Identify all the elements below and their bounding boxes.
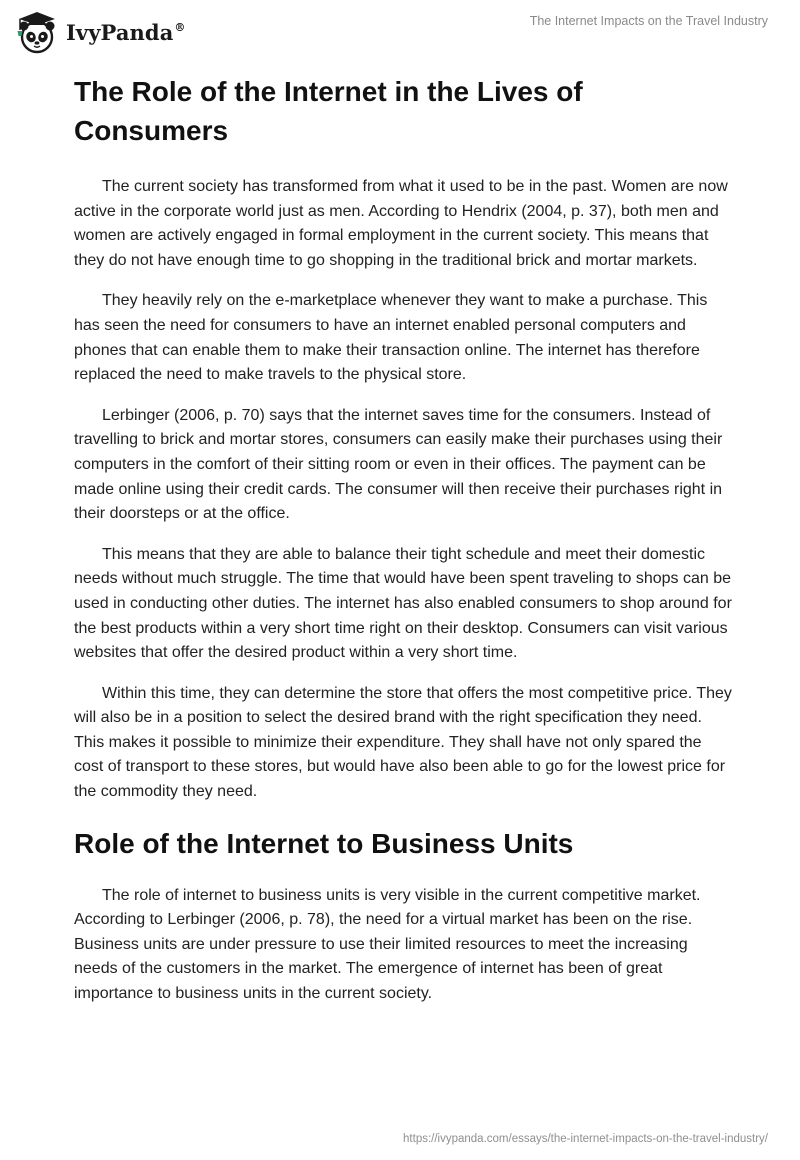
brand-logo[interactable]	[14, 10, 186, 54]
paragraph: The current society has transformed from what it used to be in the past. Women are now active in the corporate world just as men. According to Hendrix (2004, p. 37), both men and women are actively engaged in formal employment in the current society. This means that they do not have enough time to go shopping in the traditional brick and mortar markets.	[74, 178, 728, 269]
paragraph: The role of internet to business units is very visible in the current competitive market. According to Lerbinger (2006, p. 78), the need for a virtual market has been on the rise. Business units are under pressure to use their limited resources to meet the increasing needs of the customers in the market. The emergence of internet has been of great importance to business units in the current society.	[74, 886, 701, 1003]
essay-content	[74, 72, 734, 1023]
page-header	[0, 0, 800, 60]
running-title: The Internet Impacts on the Travel Industry	[529, 14, 768, 28]
paragraph: Lerbinger (2006, p. 70) says that the internet saves time for the consumers. Instead of travelling to brick and mortar stores, consumers can easily make their purchases using their computers in the comfort of their sitting room or even in their offices. The payment can be made online using their credit cards. The consumer will then receive their purchases right in their doorsteps or at the office.	[74, 406, 723, 523]
section-heading-business-units: Role of the Internet to Business Units	[74, 827, 574, 859]
brand-name: IvyPanda®	[66, 19, 186, 45]
paragraph: Within this time, they can determine the store that offers the most competitive price. They will also be in a position to select the desired brand with the right specification they need. This makes it possible to minimize their expenditure. They shall have not only spared the cost of transport to these stores, but would have also been able to go for the lowest price for the commodity they need.	[74, 684, 732, 801]
section-heading-consumers: The Role of the Internet in the Lives of Consumers	[74, 76, 583, 146]
paragraph: They heavily rely on the e-marketplace whenever they want to make a purchase. This has seen the need for consumers to have an internet enabled personal computers and phones that can enable them to make their transaction online. The internet has therefore replaced the need to make travels to the physical store.	[74, 292, 708, 384]
panda-graduation-cap-icon	[14, 10, 60, 54]
source-url[interactable]: https://ivypanda.com/essays/the-internet-impacts-on-the-travel-industry/	[403, 1133, 768, 1145]
paragraph: This means that they are able to balance their tight schedule and meet their domestic needs without much struggle. The time that would have been spent traveling to shops can be used in conducting other duties. The internet has also enabled consumers to shop around for the best products within a very short time right on their desktop. Consumers can visit various websites that offer the desired product within a very short time.	[74, 545, 732, 662]
